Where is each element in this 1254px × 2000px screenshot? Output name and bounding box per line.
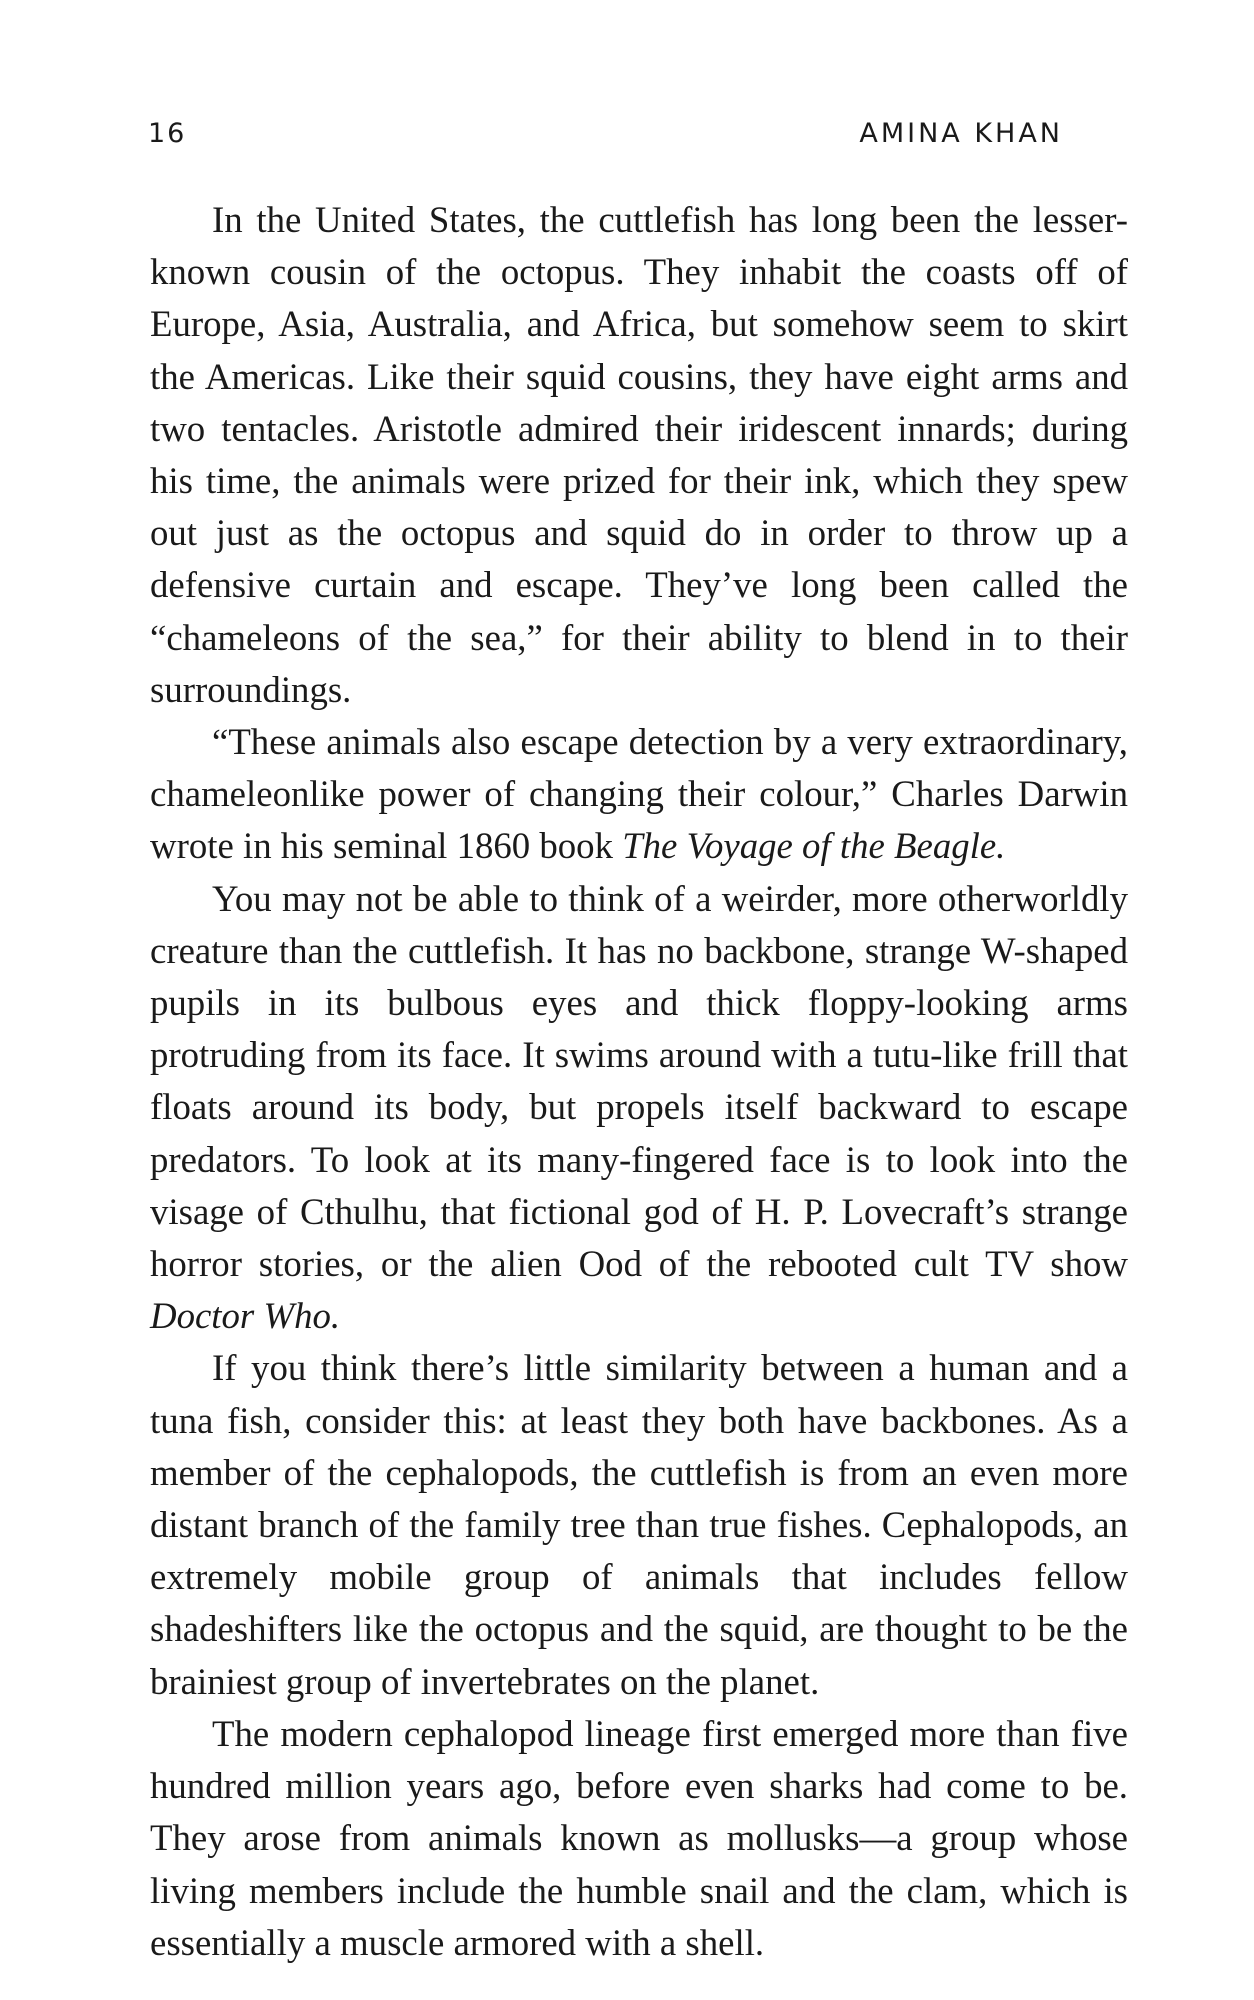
paragraph-2-text: “These animals also escape detection by a very extraordinary, chameleonlike power of changing their colour,” Charles Darwin wrote in his seminal 1860 book <box>150 721 1128 867</box>
book-title-voyage-of-the-beagle: The Voyage of the Beagle. <box>622 825 1006 867</box>
body-text <box>150 194 1128 1969</box>
running-head-author: AMINA KHAN <box>859 118 1063 149</box>
page-number: 16 <box>148 118 187 149</box>
paragraph-3 <box>150 873 1128 1343</box>
running-head <box>148 118 1063 158</box>
paragraph-1: In the United States, the cuttlefish has long been the lesser-known cousin of the octopus. They inhabit the coasts off of Europe, Asia, Australia, and Africa, but somehow seem to skirt the Americas. Like their squid cousins, they have eight arms and two tentacles. Aristotle admired their iridescent innards; during his time, the animals were prized for their ink, which they spew out just as the octopus and squid do in order to throw up a defensive curtain and escape. They’ve long been called the “chameleons of the sea,” for their ability to blend in to their surroundings. <box>150 199 1128 710</box>
paragraph-2 <box>150 716 1128 873</box>
show-title-doctor-who: Doctor Who. <box>150 1295 341 1337</box>
paragraph-4: If you think there’s little similarity between a human and a tuna fish, consider this: at least they both have backbones. As a member of the cephalopods, the cuttlefish is from an even more distant branch of the family tree than true fishes. Cephalopods, an extremely mobile group of animals that includes fellow shadeshifters like the octopus and the squid, are thought to be the brainiest group of invertebrates on the planet. <box>150 1347 1128 1702</box>
paragraph-5: The modern cephalopod lineage first emerged more than five hundred million years ago, before even sharks had come to be. They arose from animals known as mollusks—a group whose living members include the humble snail and the clam, which is essentially a muscle armored with a shell. <box>150 1712 1128 1963</box>
paragraph-3-text: You may not be able to think of a weirder, more otherworldly creature than the cuttlefish. It has no backbone, strange W-shaped pupils in its bulbous eyes and thick floppy-looking arms protruding from its face. It swims around with a tutu-like frill that floats around its body, but propels itself backward to escape predators. To look at its many-fingered face is to look into the visage of Cthulhu, that fictional god of H. P. Lovecraft’s strange horror stories, or the alien Ood of the rebooted cult TV show <box>150 877 1128 1285</box>
